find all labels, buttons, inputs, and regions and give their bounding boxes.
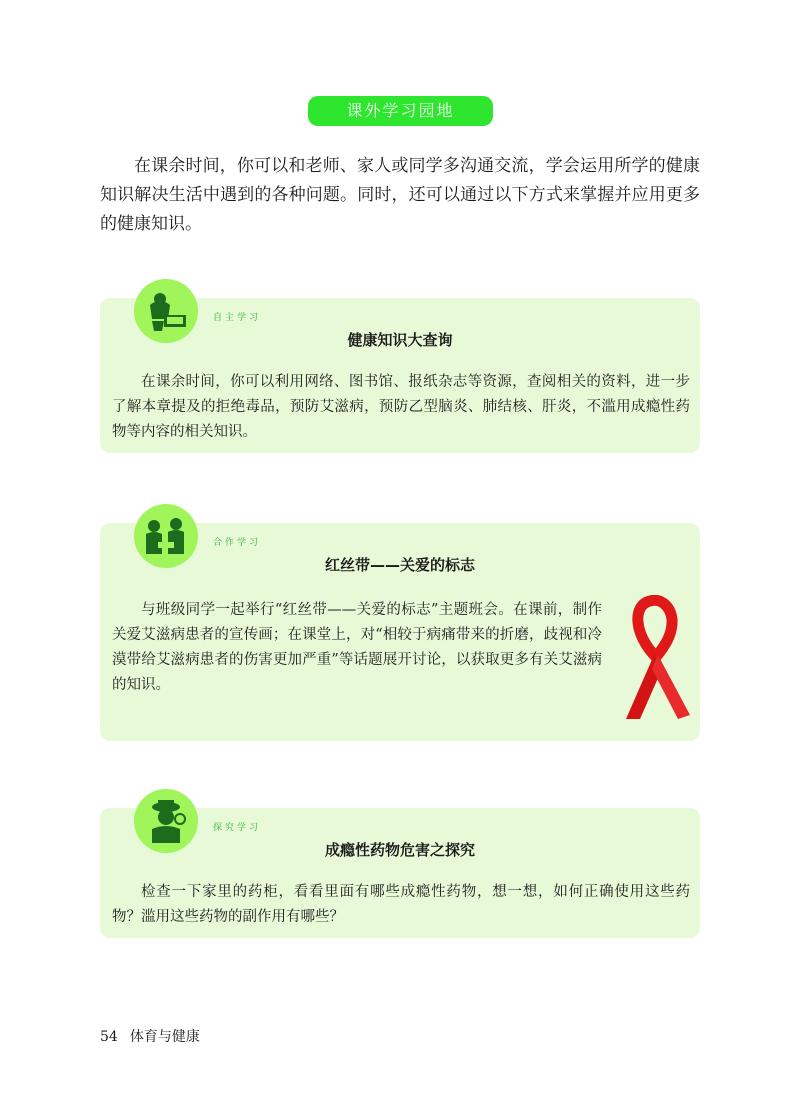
- section-text: 检查一下家里的药柜，看看里面有哪些成瘾性药物，想一想，如何正确使用这些药物？滥用这些药物的副作用有哪些？: [112, 884, 690, 925]
- section-title: 红丝带——关爱的标志: [324, 556, 475, 574]
- section-text: 与班级同学一起举行“红丝带——关爱的标志”主题班会。在课前，制作关爱艾滋病患者的宣传画；在课堂上，对“相较于病痛带来的折磨，歧视和冷漠带给艾滋病患者的伤害更加严重”等话题展开讨论，以获取更多有关艾滋病的知识。: [112, 602, 602, 693]
- section-tag: 自主学习: [213, 313, 262, 323]
- section-tag: 合作学习: [213, 538, 262, 548]
- section-banner: 课外学习园地: [308, 96, 493, 126]
- red-ribbon-icon: [616, 595, 696, 725]
- section-title: 健康知识大查询: [347, 331, 453, 349]
- section-title: 成瘾性药物危害之探究: [324, 841, 475, 859]
- page-number: 54: [100, 1029, 118, 1045]
- section-tag: 探究学习: [213, 823, 262, 833]
- section-text: 在课余时间，你可以利用网络、图书馆、报纸杂志等资源，查阅相关的资料，进一步了解本章提及的拒绝毒品，预防艾滋病，预防乙型脑炎、肺结核、肝炎，不滥用成瘾性药物等内容的相关知识。: [112, 374, 690, 440]
- intro-paragraph: 在课余时间，你可以和老师、家人或同学多沟通交流，学会运用所学的健康知识解决生活中遇到的各种问题。同时，还可以通过以下方式来掌握并应用更多的健康知识。: [100, 156, 700, 234]
- page-footer: [100, 1026, 200, 1046]
- book-title: 体育与健康: [129, 1029, 200, 1045]
